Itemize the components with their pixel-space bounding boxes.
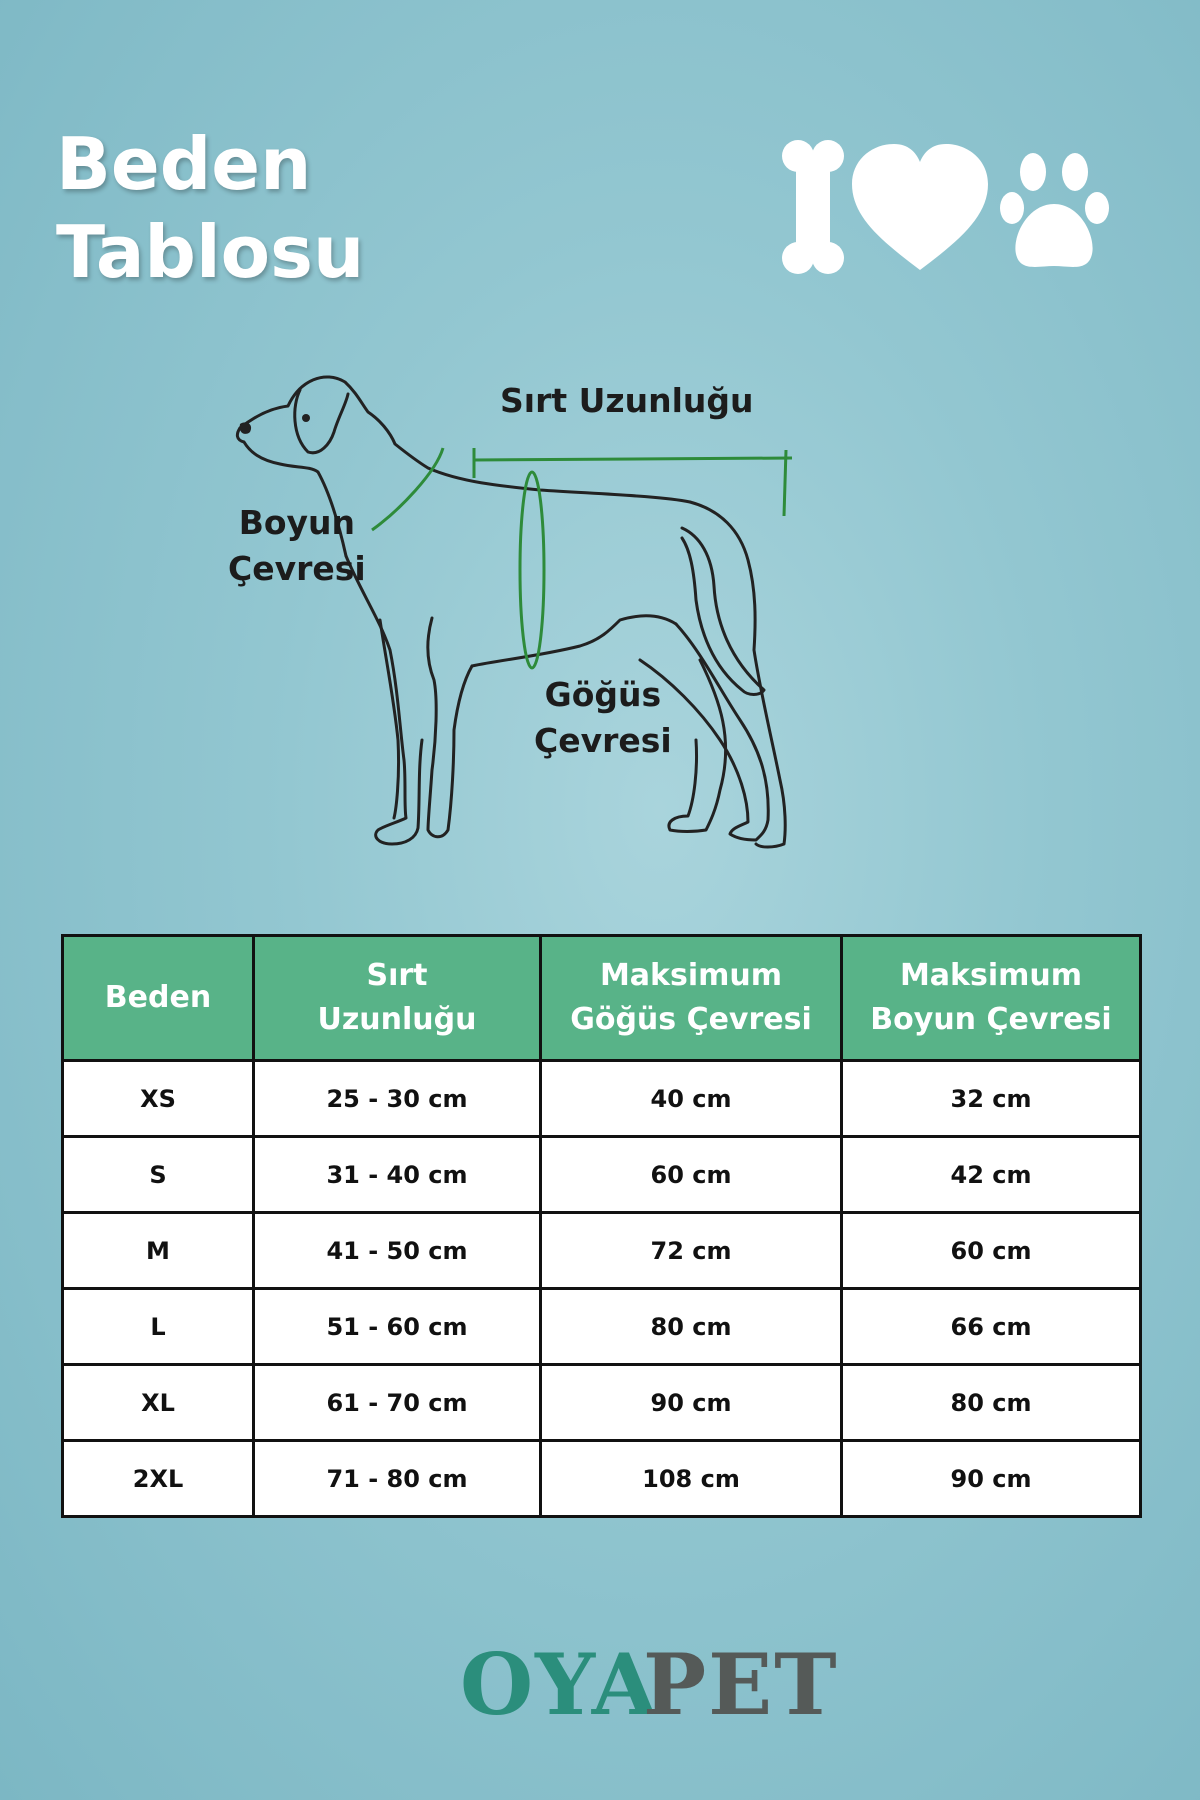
header-text: Beden [104,980,212,1015]
table-header-row [63,936,1141,1061]
header-back-length [254,936,541,1061]
header-text: Maksimum [899,958,1083,993]
cell-size: XS [63,1061,254,1137]
cell-back-length: 71 - 80 cm [254,1441,541,1517]
chest-label-line-1: Göğüs [544,675,662,714]
chest-label [534,672,672,764]
chest-measure-ellipse [520,472,544,668]
cell-chest: 72 cm [541,1213,842,1289]
cell-chest: 40 cm [541,1061,842,1137]
cell-neck: 32 cm [842,1061,1141,1137]
table-row [63,1289,1141,1365]
cell-neck: 66 cm [842,1289,1141,1365]
size-table [61,934,1142,1518]
cell-neck: 90 cm [842,1441,1141,1517]
neck-label-line-2: Çevresi [228,549,366,588]
header-text: Göğüs Çevresi [570,1002,812,1037]
paw-icon [1000,153,1109,267]
back-length-text: Sırt Uzunluğu [500,381,754,420]
dog-outline [200,360,900,880]
cell-neck: 42 cm [842,1137,1141,1213]
bone-icon [782,140,844,274]
cell-size: M [63,1213,254,1289]
cell-chest: 80 cm [541,1289,842,1365]
cell-chest: 60 cm [541,1137,842,1213]
cell-chest: 108 cm [541,1441,842,1517]
cell-back-length: 25 - 30 cm [254,1061,541,1137]
header-max-chest [541,936,842,1061]
page-title [56,120,364,296]
title-line-2: Tablosu [56,210,365,294]
love-icons [780,140,1110,275]
neck-label [228,500,366,592]
header-text: Uzunluğu [317,1002,477,1037]
heart-icon [852,144,988,270]
back-length-label [500,378,754,424]
neck-measure-line [372,448,443,530]
logo-text-oya: OYA [460,1635,659,1734]
chest-label-line-2: Çevresi [534,721,672,760]
table-row [63,1365,1141,1441]
header-size [63,936,254,1061]
title-line-1: Beden [56,122,312,206]
cell-neck: 60 cm [842,1213,1141,1289]
header-text: Maksimum [599,958,783,993]
cell-back-length: 31 - 40 cm [254,1137,541,1213]
header-text: Sırt [366,958,428,993]
table-row [63,1213,1141,1289]
neck-label-line-1: Boyun [238,503,356,542]
header-text: Boyun Çevresi [870,1002,1112,1037]
cell-chest: 90 cm [541,1365,842,1441]
logo-text-pet: PET [642,1635,839,1734]
table-row [63,1061,1141,1137]
cell-back-length: 41 - 50 cm [254,1213,541,1289]
cell-size: XL [63,1365,254,1441]
table-row [63,1441,1141,1517]
cell-neck: 80 cm [842,1365,1141,1441]
table-row [63,1137,1141,1213]
back-measure-line [474,458,792,460]
cell-size: L [63,1289,254,1365]
dog-diagram [200,360,900,880]
cell-back-length: 51 - 60 cm [254,1289,541,1365]
cell-size: S [63,1137,254,1213]
cell-back-length: 61 - 70 cm [254,1365,541,1441]
cell-size: 2XL [63,1441,254,1517]
brand-logo [460,1635,839,1734]
header-max-neck [842,936,1141,1061]
